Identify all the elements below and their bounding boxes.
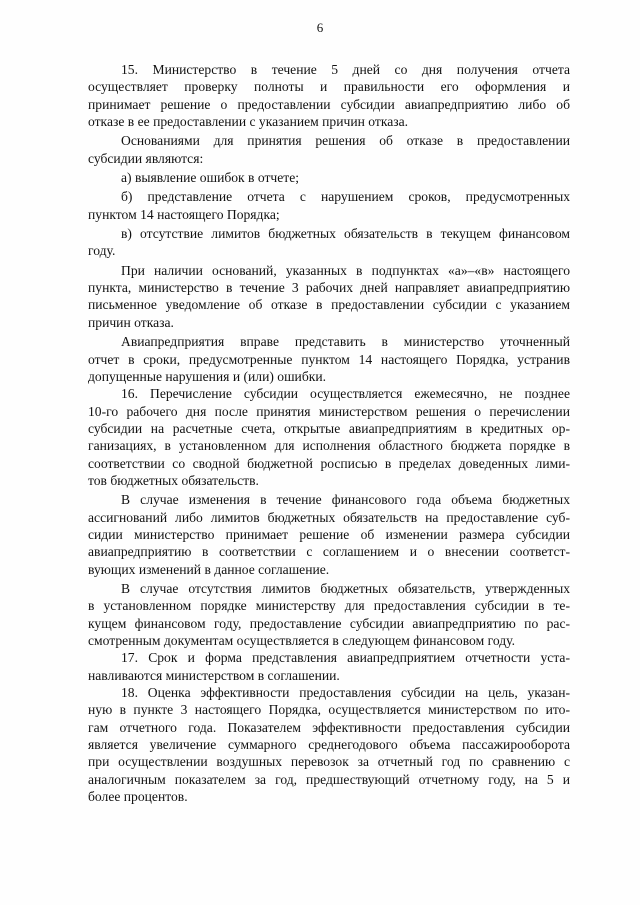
text-line: году. — [88, 243, 116, 259]
text-line: навливаются министерством в соглашении. — [88, 667, 340, 683]
text-line: Авиапредприятия вправе представить в министерство уточненный — [121, 334, 570, 350]
text-line: гам отчетного года. Показателем эффективности предоставления субсидии — [88, 719, 570, 735]
text-line: 17. Срок и форма представления авиапредприятием отчетности уста- — [121, 650, 570, 666]
text-line: 10-го рабочего дня после принятия министерством решения о перечислении — [88, 403, 570, 419]
text-line: принимает решение о предоставлении субсидии авиапредприятию либо об — [88, 96, 570, 112]
text-line: при осуществлении воздушных перевозок за отчетный год по сравнению с — [88, 754, 570, 770]
text-line: б) представление отчета с нарушением сроков, предусмотренных — [121, 189, 570, 205]
text-line: отказе в ее предоставлении с указанием причин отказа. — [88, 114, 409, 130]
text-line: отчет в сроки, предусмотренные пунктом 14 настоящего Порядка, устранив — [88, 351, 570, 367]
text-line: Основаниями для принятия решения об отказе в предоставлении — [121, 133, 570, 149]
text-line: более процентов. — [88, 789, 188, 805]
text-line: допущенные нарушения и (или) ошибки. — [88, 368, 327, 384]
text-line: соответствии со сводной бюджетной росписью в пределах доведенных лими- — [88, 455, 570, 471]
text-line: 15. Министерство в течение 5 дней со дня получения отчета — [121, 62, 570, 77]
text-line: пункта, министерство в течение 3 рабочих дней направляет авиапредприятию — [88, 280, 570, 296]
text-line: При наличии оснований, указанных в подпунктах «а»–«в» настоящего — [121, 262, 570, 278]
text-line: смотренным документам осуществляется в следующем финансовом году. — [88, 633, 515, 648]
text-line: а) выявление ошибок в отчете; — [121, 170, 300, 186]
document-body — [88, 61, 570, 805]
text-line: в установленном порядке министерству для предоставления субсидии в те- — [88, 598, 570, 614]
text-line: ную в пункте 3 настоящего Порядка, осуществляется министерством по ито- — [88, 702, 570, 718]
text-line: субсидии являются: — [88, 150, 204, 166]
text-line: В случае изменения в течение финансового года объема бюджетных — [121, 492, 570, 508]
text-line: ассигнований либо лимитов бюджетных обязательств на предоставление суб- — [88, 509, 570, 525]
text-line: является увеличение суммарного среднегодового объема пассажирооборота — [88, 737, 570, 753]
text-line: В случае отсутствия лимитов бюджетных обязательств, утвержденных — [121, 580, 570, 596]
text-line: осуществляет проверку полноты и правильности его оформления и — [88, 79, 570, 95]
text-line: письменное уведомление об отказе в предоставлении субсидии с указанием — [88, 297, 570, 313]
text-line: сидии министерство принимает решение об изменении размера субсидии — [88, 526, 570, 542]
text-line: в) отсутствие лимитов бюджетных обязательств в текущем финансовом — [121, 226, 570, 242]
text-line: причин отказа. — [88, 314, 174, 330]
text-line: авиапредприятию в соответствии с соглашением и о внесении соответст- — [88, 544, 570, 560]
text-line: пунктом 14 настоящего Порядка; — [88, 206, 280, 222]
text-line: ганизациях, в установленном для исполнения областного бюджета порядке в — [88, 438, 570, 454]
text-line: субсидии на расчетные счета, открытые авиапредприятиям в кредитных ор- — [88, 420, 570, 436]
text-line: вующих изменений в данное соглашение. — [88, 561, 330, 577]
text-line: 18. Оценка эффективности предоставления субсидии на цель, указан- — [121, 685, 570, 701]
text-line: аналогичным показателем за год, предшествующий отчетному году, на 5 и — [88, 771, 570, 787]
text-line: 16. Перечисление субсидии осуществляется ежемесячно, не позднее — [121, 386, 570, 402]
page-number: 6 — [316, 20, 324, 35]
text-line: тов бюджетных обязательств. — [88, 472, 259, 488]
text-line: кущем финансовом году, предоставление субсидии авиапредприятию по рас- — [88, 615, 570, 631]
